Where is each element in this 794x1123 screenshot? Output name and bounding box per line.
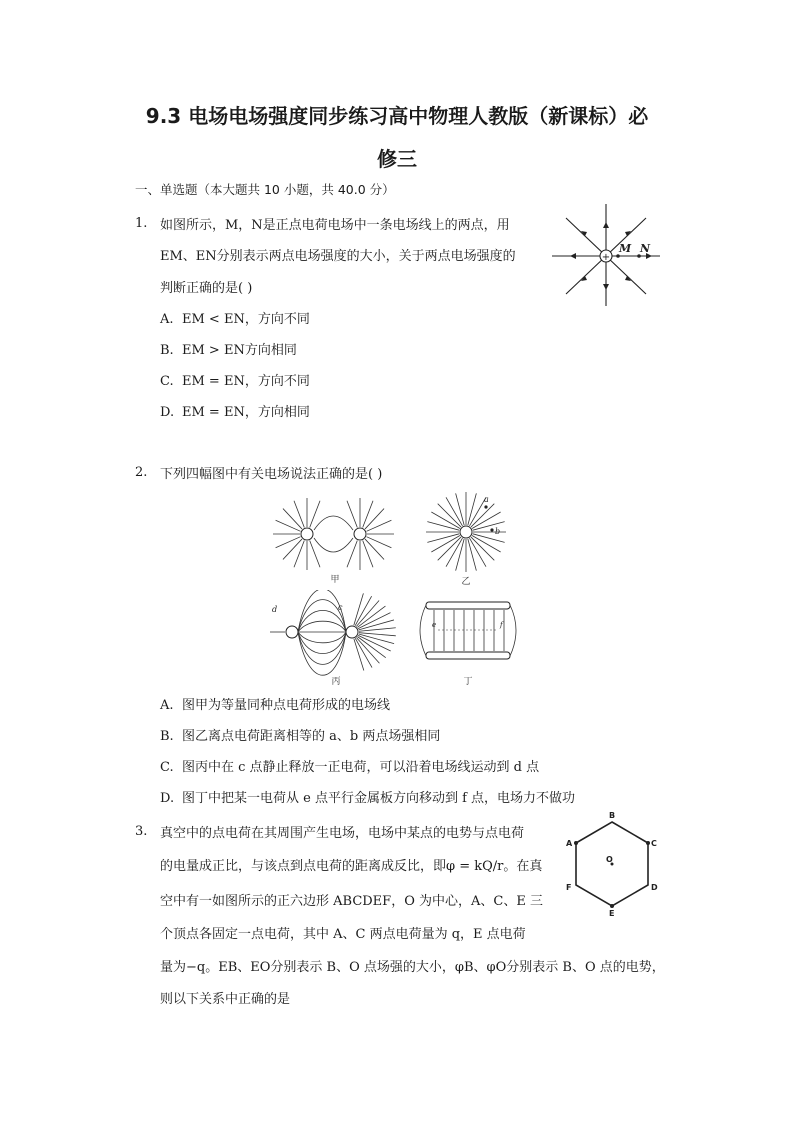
field-line [283, 539, 302, 560]
q1-label-n: N [640, 242, 651, 255]
q1-charge-sign: + [601, 252, 611, 263]
q2-point-b: b [495, 527, 501, 536]
section-header: 一、单选题（本大题共 10 小题，共 40.0 分） [135, 182, 395, 197]
q3-vertex-c: C [651, 839, 657, 848]
field-line [298, 632, 346, 643]
q3-stem-line-1: 真空中的点电荷在其周围产生电场，电场中某点的电势与点电荷 [160, 826, 525, 841]
field-line [468, 539, 477, 571]
field-line [294, 501, 304, 528]
q2-caption-jia: 甲 [330, 575, 340, 584]
q1-label-m: M [619, 242, 632, 255]
q2-point-a: a [484, 495, 489, 504]
q1-number: 1. [135, 216, 148, 231]
q2-option-a[interactable]: A. 图甲为等量同种点电荷形成的电场线 [160, 698, 391, 713]
q2-option-d[interactable]: D. 图丁中把某一电荷从 e 点平行金属板方向移动到 f 点，电场力不做功 [160, 791, 576, 806]
field-line [363, 540, 373, 567]
q3-center-o: O [606, 855, 613, 864]
field-line [347, 501, 357, 528]
q2-option-b[interactable]: B. 图乙离点电荷距离相等的 a、b 两点场强相同 [160, 729, 441, 744]
field-line [427, 534, 459, 543]
q2-stem: 下列四幅图中有关电场说法正确的是( ) [160, 467, 383, 482]
page-title-continued: 修三 [377, 147, 417, 171]
q1-stem-line-3: 判断正确的是( ) [160, 281, 253, 296]
q3-vertex-a: A [566, 839, 573, 848]
field-line [456, 493, 465, 525]
field-line [298, 621, 346, 632]
q1-option-b[interactable]: B. EM > EN方向相同 [160, 343, 297, 358]
field-line [366, 537, 391, 548]
field-line [355, 596, 372, 626]
q3-number: 3. [135, 824, 148, 839]
q3-stem-line-2: 的电量成正比，与该点到点电荷的距离成反比，即φ = kQ/r。在真 [160, 859, 543, 874]
q2-point-e: e [432, 621, 437, 629]
q1-stem-line-1: 如图所示，M，N是正点电荷电场中一条电场线上的两点，用 [160, 218, 510, 233]
q2-number: 2. [135, 465, 148, 480]
field-line [427, 522, 459, 531]
q3-stem-line-3: 空中有一如图所示的正六边形 ABCDEF，O 为中心，A、C、E 三 [160, 894, 543, 909]
q1-option-c[interactable]: C. EM = EN，方向不同 [160, 374, 310, 389]
field-line [314, 538, 353, 552]
q2-figure-jia [272, 492, 398, 584]
q3-vertex-d: D [651, 883, 658, 892]
field-line [358, 635, 391, 651]
field-line [456, 539, 465, 571]
q3-hexagon-figure [562, 810, 662, 918]
field-line [354, 639, 364, 671]
q2-point-c: c [338, 603, 343, 612]
page-title: 9.3 电场电场强度同步练习高中物理人教版（新课标）必 [145, 104, 649, 128]
q3-vertex-e: E [609, 909, 615, 918]
q2-point-f: f [500, 621, 503, 629]
q2-caption-ding: 丁 [463, 677, 473, 686]
q1-stem-line-2: EM、EN分别表示两点电场强度的大小，关于两点电场强度的 [160, 249, 516, 264]
q3-stem-line-5: 量为−q。EB、EO分别表示 B、O 点场强的大小，φB、φO分别表示 B、O 点的电势， [160, 960, 665, 975]
field-line [365, 509, 384, 530]
q3-vertex-b: B [609, 811, 616, 820]
q1-field-figure [548, 200, 668, 310]
q2-figure-ding [416, 590, 520, 686]
q2-option-c[interactable]: C. 图丙中在 c 点静止释放一正电荷，可以沿着电场线运动到 d 点 [160, 760, 540, 775]
q1-option-d[interactable]: D. EM = EN，方向相同 [160, 405, 310, 420]
field-line [366, 520, 391, 531]
field-line [438, 504, 461, 527]
field-line [365, 539, 384, 560]
field-line [347, 540, 357, 567]
field-line [471, 537, 494, 560]
q2-caption-yi: 乙 [461, 577, 471, 586]
field-line [471, 504, 494, 527]
q2-figure-yi [420, 490, 514, 586]
field-line [310, 501, 320, 528]
q2-point-d: d [272, 605, 278, 614]
field-line [283, 509, 302, 530]
field-line [355, 638, 372, 667]
field-line [363, 501, 373, 528]
field-line [314, 516, 353, 530]
field-line [438, 537, 461, 560]
q2-figure-bing [268, 590, 406, 686]
q3-stem-line-6: 则以下关系中正确的是 [160, 992, 291, 1007]
field-line [468, 493, 477, 525]
field-line [276, 537, 301, 548]
q3-vertex-f: F [566, 883, 572, 892]
field-line [310, 540, 320, 567]
field-line [276, 520, 301, 531]
q3-stem-line-4: 个顶点各固定一点电荷，其中 A、C 两点电荷量为 q，E 点电荷 [160, 927, 526, 942]
q2-caption-bing: 丙 [331, 677, 341, 686]
q1-option-a[interactable]: A. EM < EN，方向不同 [160, 312, 310, 327]
field-line [294, 540, 304, 567]
